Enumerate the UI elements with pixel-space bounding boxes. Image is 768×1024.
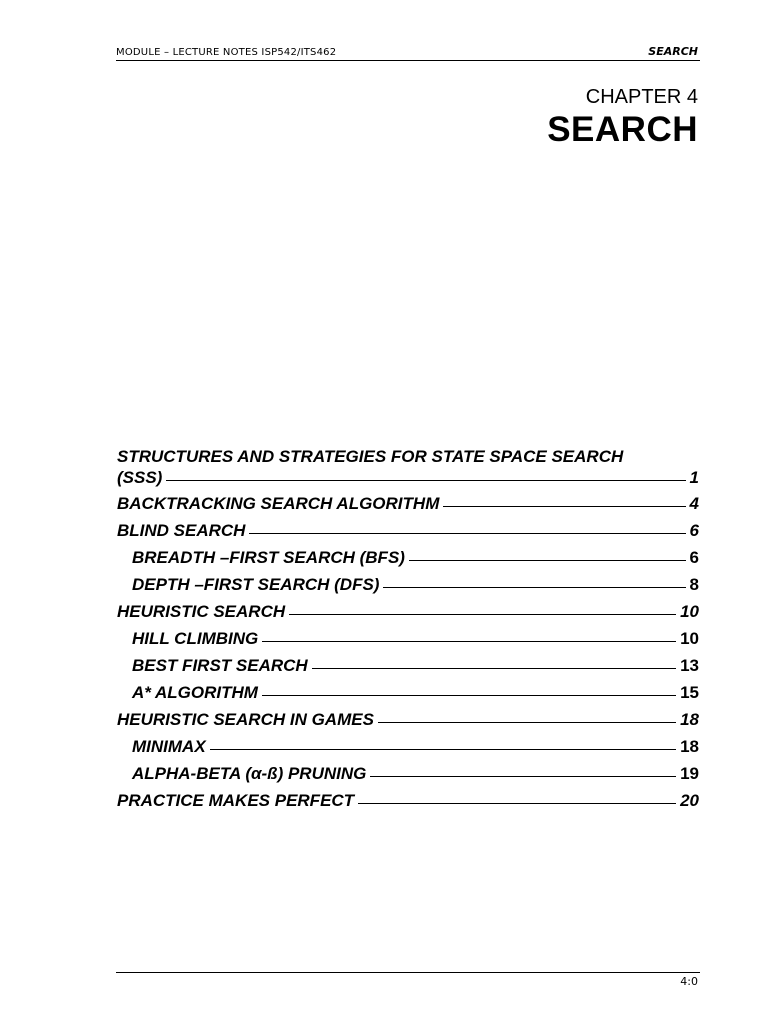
chapter-title: SEARCH xyxy=(547,110,698,149)
footer-page-number: 4:0 xyxy=(680,975,698,988)
toc-page-number: 6 xyxy=(689,521,699,540)
toc-leader-line xyxy=(378,722,676,723)
toc-entry-label: BLIND SEARCH xyxy=(117,521,246,540)
toc-leader-line xyxy=(166,480,685,481)
toc-leader-line xyxy=(289,614,676,615)
toc-entry-a-star[interactable] xyxy=(117,683,699,710)
toc-entry-label: MINIMAX xyxy=(132,737,206,756)
header-module-title: MODULE – LECTURE NOTES ISP542/ITS462 xyxy=(116,47,337,58)
toc-entry-blind-search[interactable] xyxy=(117,521,699,548)
toc-leader-line xyxy=(249,533,685,534)
toc-leader-line xyxy=(312,668,676,669)
toc-leader-line xyxy=(262,695,676,696)
toc-page-number: 18 xyxy=(680,737,699,756)
toc-page-number: 1 xyxy=(689,468,699,487)
toc-entry-label: A* ALGORITHM xyxy=(132,683,258,702)
toc-leader-line xyxy=(443,506,685,507)
running-header xyxy=(116,43,700,61)
toc-entry-dfs[interactable] xyxy=(117,575,699,602)
toc-page-number: 15 xyxy=(680,683,699,702)
toc-entry-best-first-search[interactable] xyxy=(117,656,699,683)
toc-entry-heuristic-search[interactable] xyxy=(117,602,699,629)
toc-page-number: 10 xyxy=(680,602,699,621)
toc-leader-line xyxy=(262,641,676,642)
toc-leader-line xyxy=(409,560,686,561)
toc-entry-label: BEST FIRST SEARCH xyxy=(132,656,308,675)
toc-entry-label-line1: STRUCTURES AND STRATEGIES FOR STATE SPACE SEARCH xyxy=(117,447,624,466)
toc-page-number: 13 xyxy=(680,656,699,675)
toc-entry-backtracking[interactable] xyxy=(117,494,699,521)
toc-leader-line xyxy=(210,749,676,750)
toc-entry-label: HILL CLIMBING xyxy=(132,629,259,648)
toc-entry-bfs[interactable] xyxy=(117,548,699,575)
chapter-number: CHAPTER 4 xyxy=(585,86,698,108)
toc-leader-line xyxy=(383,587,685,588)
toc-page-number: 8 xyxy=(689,575,699,594)
toc-leader-line xyxy=(358,803,676,804)
toc-entry-label: BACKTRACKING SEARCH ALGORITHM xyxy=(117,494,440,513)
toc-leader-line xyxy=(370,776,676,777)
toc-page-number: 6 xyxy=(689,548,699,567)
toc-entry-minimax[interactable] xyxy=(117,737,699,764)
toc-entry-label: DEPTH –FIRST SEARCH (DFS) xyxy=(132,575,380,594)
header-section-title: SEARCH xyxy=(648,45,698,58)
toc-entry-label: (SSS) xyxy=(117,468,163,487)
toc-page-number: 4 xyxy=(689,494,699,513)
toc-entry-hill-climbing[interactable] xyxy=(117,629,699,656)
toc-entry-label: ALPHA-BETA (α-ß) PRUNING xyxy=(132,764,367,783)
toc-page-number: 10 xyxy=(680,629,699,648)
toc-page-number: 20 xyxy=(680,791,699,810)
toc-entry-label: PRACTICE MAKES PERFECT xyxy=(117,791,355,810)
toc-entry-label: BREADTH –FIRST SEARCH (BFS) xyxy=(132,548,405,567)
toc-entry-alpha-beta[interactable] xyxy=(117,764,699,791)
toc-entry-sss[interactable] xyxy=(117,446,699,488)
table-of-contents xyxy=(117,446,699,818)
footer-rule xyxy=(116,972,700,973)
toc-entry-label: HEURISTIC SEARCH IN GAMES xyxy=(117,710,374,729)
toc-page-number: 19 xyxy=(680,764,699,783)
toc-page-number: 18 xyxy=(680,710,699,729)
toc-entry-practice[interactable] xyxy=(117,791,699,818)
toc-entry-label: HEURISTIC SEARCH xyxy=(117,602,286,621)
toc-entry-heuristic-search-games[interactable] xyxy=(117,710,699,737)
